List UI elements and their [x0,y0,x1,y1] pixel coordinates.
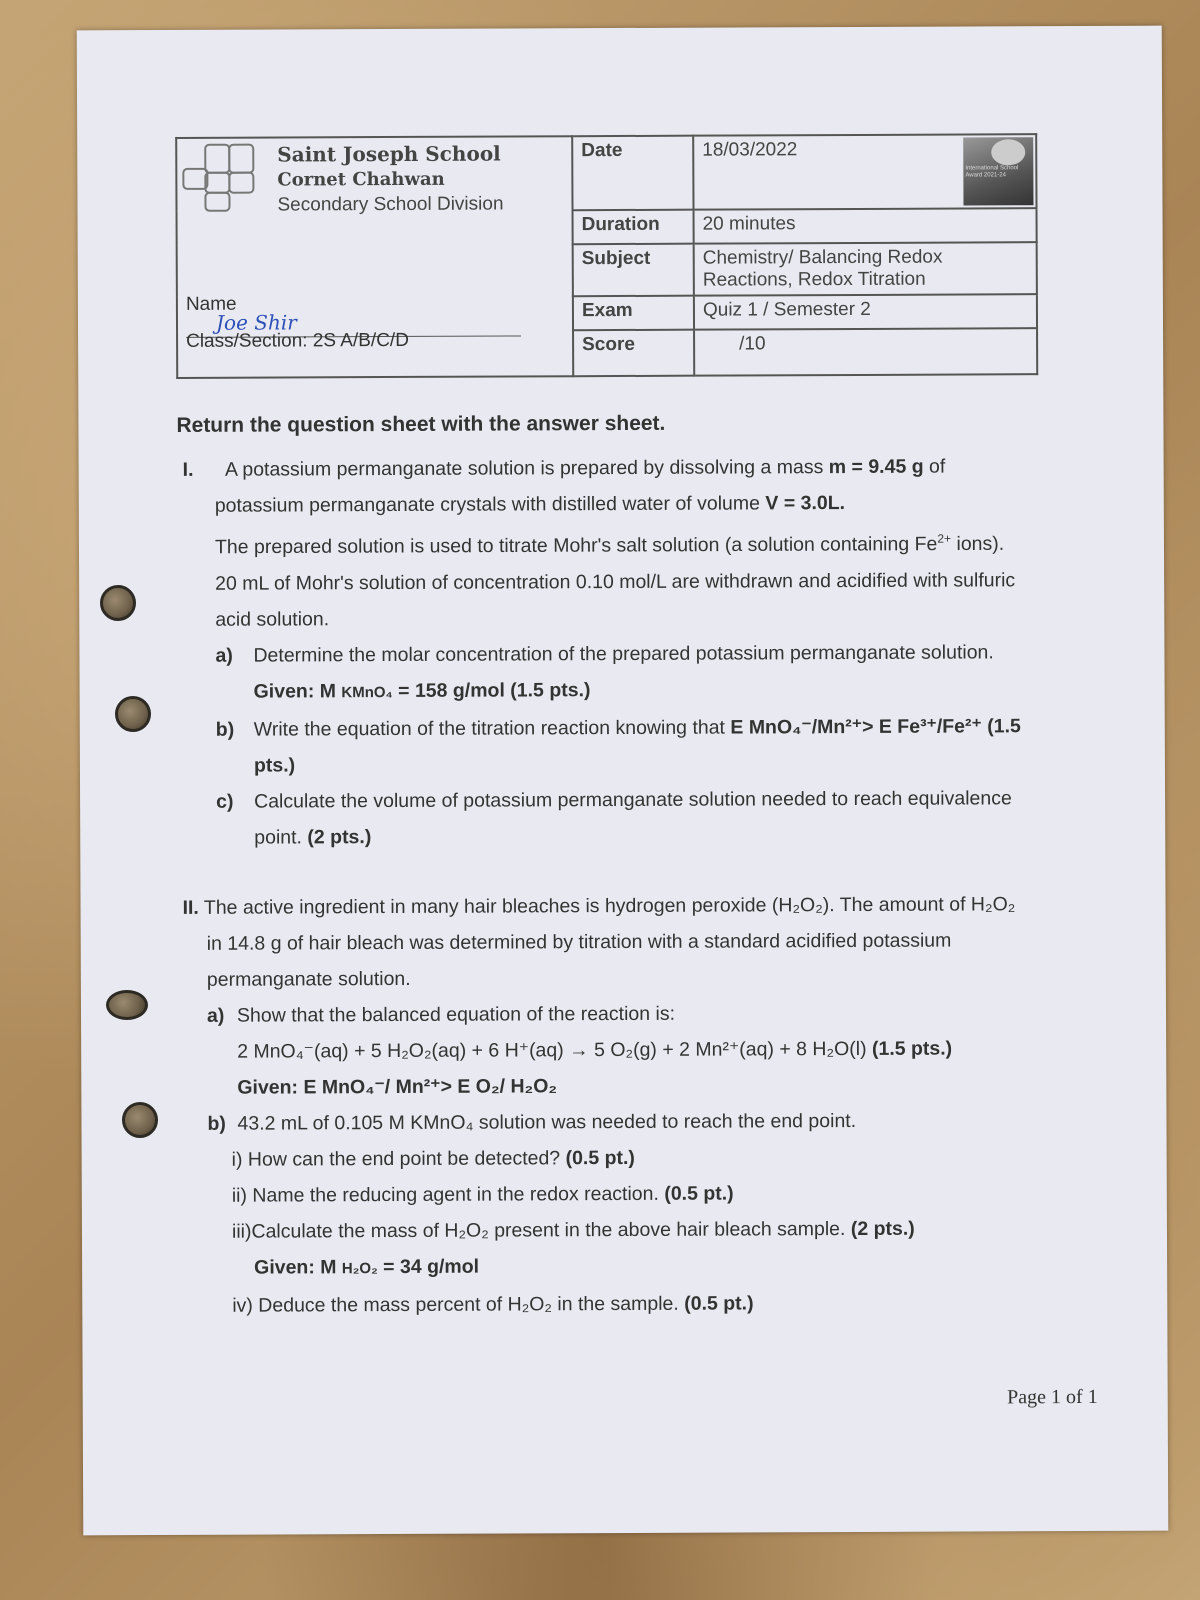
question-sheet [77,26,1169,1536]
q2b [179,1102,1079,1142]
q1c [178,780,1078,820]
q1-line1: A potassium permanganate solution is prepared by dissolving a mass [224,456,824,481]
subject-label: Subject [573,244,694,297]
q2a-pts: (1.5 pts.) [871,1037,953,1060]
date-cell [693,134,1036,209]
q1-line3-text: The prepared solution is used to titrate Mohr's salt solution (a solution containing Fe [214,533,938,559]
class-label: Class/Section: [186,330,308,352]
score-label: Score [573,330,694,377]
q1a-given-label: Given: M [253,679,336,703]
date-label: Date [572,136,693,211]
date-value: 18/03/2022 [702,139,798,161]
q2a-mark: a) [206,1004,225,1027]
q1b-text: Write the equation of the titration reaction knowing that [253,716,725,741]
q2-number: II. [182,896,199,919]
q2b-given-label: Given: M [254,1255,337,1279]
q1-volume: V = 3.0L. [765,492,846,515]
punch-hole [100,585,136,621]
q1b-pts: pts.) [253,753,296,777]
q1b-mark: b) [215,718,235,741]
q1c-line2 [178,816,1078,856]
award-badge [963,137,1033,205]
q1-line2 [177,484,1077,524]
q2b-iv [180,1284,1080,1324]
exam-value: Quiz 1 / Semester 2 [694,294,1037,329]
student-signature: Joe Shir [215,310,297,335]
q1-line2-text: potassium permanganate crystals with distilled water of volume [214,492,761,517]
q2b-ii-pts: (0.5 pt.) [664,1182,734,1205]
q1b [178,708,1078,748]
q2a [179,994,1079,1034]
q2b-ii-text: ii) Name the reducing agent in the redox reaction. [231,1182,659,1207]
q1-line4: 20 mL of Mohr's solution of concentration 0.10 mol/L are withdrawn and acidified with sulfuric [215,568,1016,595]
award-text: International School Award 2021-24 [965,165,1019,179]
q1a-given [178,670,1078,712]
q1-line5: acid solution. [215,607,330,631]
q1c-end: point. [254,825,302,849]
instruction: Return the question sheet with the answer sheet. [176,411,666,437]
school-logo-icon [181,143,261,213]
q1-intro [177,448,1077,488]
q2a-equation [179,1030,1079,1070]
q1-line3 [177,520,1077,565]
duration-value: 20 minutes [694,208,1037,243]
q2-intro [178,886,1078,926]
q1-line1-end: of [928,455,946,478]
q2b-iv-text: iv) Deduce the mass percent of H₂O₂ in the sample. [232,1292,679,1317]
school-cell [176,136,573,378]
q1a-given-sub: KMnO₄ [341,683,393,701]
q2a-given: Given: E MnO₄⁻/ Mn²⁺> E O₂/ H₂O₂ [237,1074,558,1099]
q1a-given-value: = 158 g/mol (1.5 pts.) [398,678,591,702]
header-table [175,133,1038,379]
page-number: Page 1 of 1 [1007,1385,1098,1409]
q2a-text: Show that the balanced equation of the reaction is: [236,1002,676,1027]
class-value: 2S A/B/C/D [312,329,409,352]
duration-label: Duration [573,210,694,245]
q2b-iii-text: iii)Calculate the mass of H₂O₂ present in the above hair bleach sample. [231,1217,846,1243]
score-value: /10 [694,328,1037,375]
q2a-eq-text: 2 MnO₄⁻(aq) + 5 H₂O₂(aq) + 6 H⁺(aq) → 5 O₂(g) + 2 Mn²⁺(aq) + 8 H₂O(l) [237,1037,867,1063]
q1b-condition: E MnO₄⁻/Mn²⁺> E Fe³⁺/Fe²⁺ (1.5 [730,714,1021,739]
q2b-given-value: = 34 g/mol [383,1255,480,1278]
q2b-iv-pts: (0.5 pt.) [684,1291,754,1315]
q2-line2: in 14.8 g of hair bleach was determined by titration with a standard acidified potassium [206,929,952,955]
q2b-iii-pts: (2 pts.) [850,1217,915,1240]
q2b-mark: b) [207,1112,226,1135]
q2b-i-text: i) How can the end point be detected? [231,1146,561,1171]
punch-hole [122,1102,158,1138]
q1a [177,634,1077,674]
q1c-mark: c) [216,790,234,813]
q2b-iii [180,1210,1080,1250]
q1-mass: m = 9.45 g [828,455,924,479]
q2b-iii-given [180,1246,1080,1288]
q1c-text: Calculate the volume of potassium permanganate solution needed to reach equivalence [254,786,1012,813]
q1a-text: Determine the molar concentration of the prepared potassium permanganate solution. [253,640,994,667]
q1-fe-charge: 2+ [937,531,952,546]
q1-number: I. [182,458,194,481]
q2b-ii [180,1174,1080,1214]
subject-value: Chemistry/ Balancing Redox Reactions, Redox Titration [694,242,1037,295]
q2-line3: permanganate solution. [206,967,411,991]
class-row [186,330,409,353]
q1c-pts: (2 pts.) [307,825,372,848]
school-location: Cornet Chahwan [277,168,445,191]
q1a-mark: a) [215,644,233,667]
punch-hole [115,696,151,732]
school-division: Secondary School Division [277,193,504,216]
q2-line1: The active ingredient in many hair bleaches is hydrogen peroxide (H₂O₂). The amount of H₂O₂ [203,892,1016,919]
questions [176,404,1080,1323]
q1-line3-end: ions). [956,532,1005,556]
q2b-i-pts: (0.5 pt.) [565,1146,635,1169]
q2b-text: 43.2 mL of 0.105 M KMnO₄ solution was needed to reach the end point. [237,1109,857,1135]
school-name: Saint Joseph School [277,141,501,167]
exam-label: Exam [573,296,694,331]
q2b-given-sub: H₂O₂ [341,1259,378,1277]
q2b-i [180,1138,1080,1178]
punch-hole [106,990,148,1020]
name-label: Name [185,293,237,315]
